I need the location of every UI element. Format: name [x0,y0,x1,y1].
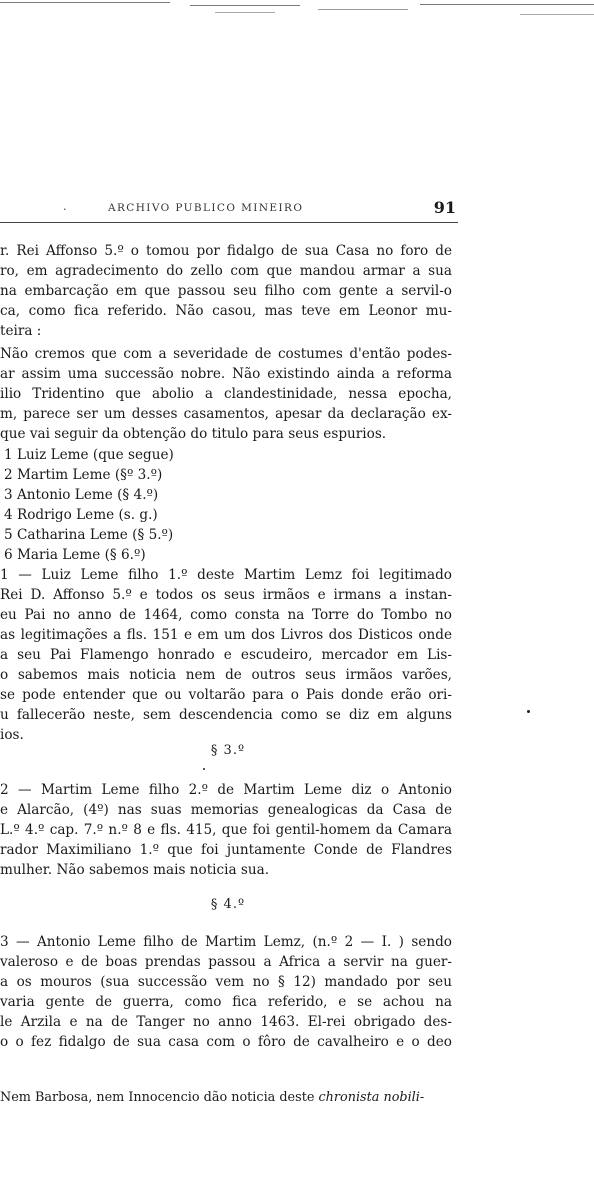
footnote [0,1088,452,1108]
list-item: 2 Martim Leme (§º 3.º) [4,467,163,483]
text-line: que vai seguir da obtenção do titulo para seus espurios. [0,426,387,442]
text-line: ios. [0,727,24,743]
text-line: se pode entender que ou voltarão para o Pais donde erão ori- [0,687,452,703]
text-line: e Alarcão, (4º) nas suas memorias genealogicas da Casa de [0,802,452,818]
list-item: 6 Maria Leme (§ 6.º) [4,547,146,563]
text-line: ar assim uma successão nobre. Não existindo ainda a reforma [0,366,452,382]
scan-edge-marks [0,0,594,20]
section-heading-4: § 4.º [210,897,246,912]
text-line: a os mouros (sua successão vem no § 12) mandado por seu [0,974,452,990]
header-rule [0,222,458,223]
text-line: 3 — Antonio Leme filho de Martim Lemz, (n.º 2 — I. ) sendo [0,934,452,950]
text-line: mulher. Não sabemos mais noticia sua. [0,862,270,878]
text-line: na embarcação em que passou seu filho com gente a servil-o [0,283,452,299]
text-line: m, parece ser um desses casamentos, apesar da declaração ex- [0,406,452,422]
running-header [0,198,456,220]
text-line: varia gente de guerra, como fica referido, e se achou na [0,994,452,1010]
text-line: 1 — Luiz Leme filho 1.º deste Martim Lemz foi legitimado [0,567,452,583]
text-line: Não cremos que com a severidade de costumes d'então podes- [0,346,452,362]
text-line: a seu Pai Flamengo honrado e escudeiro, mercador em Lis- [0,647,452,663]
footnote-text: Nem Barbosa, nem Innocencio dão noticia deste [0,1090,315,1105]
text-line: as legitimações a fls. 151 e em um dos Livros dos Disticos onde [0,627,452,643]
list-item: 1 Luiz Leme (que segue) [4,447,174,463]
text-line: r. Rei Affonso 5.º o tomou por fidalgo de sua Casa no foro de [0,243,452,259]
print-speck [527,710,530,713]
text-line: teira : [0,323,42,339]
text-line: u fallecerão neste, sem descendencia como se diz em alguns [0,707,452,723]
list-item: 3 Antonio Leme (§ 4.º) [4,487,159,503]
text-line: Rei D. Affonso 5.º e todos os seus irmãos e irmans a instan- [0,587,452,603]
footnote-italic: chronista nobili- [318,1090,425,1105]
section-heading-3: § 3.º [210,743,246,758]
list-item: 4 Rodrigo Leme (s. g.) [4,507,158,523]
text-line: rador Maximiliano 1.º que foi juntamente Conde de Flandres [0,842,452,858]
text-line: ca, como fica referido. Não casou, mas teve em Leonor mu- [0,303,452,319]
running-title: ARCHIVO PUBLICO MINEIRO [108,202,304,214]
print-speck [203,768,205,770]
text-line: ilio Tridentino que abolio a clandestinidade, nessa epocha, [0,386,452,402]
list-item: 5 Catharina Leme (§ 5.º) [4,527,174,543]
text-line: L.º 4.º cap. 7.º n.º 8 e fls. 415, que foi gentil-homem da Camara [0,822,452,838]
text-line: eu Pai no anno de 1464, como consta na Torre do Tombo no [0,607,452,623]
text-line: o o fez fidalgo de sua casa com o fôro de cavalheiro e o deo [0,1034,452,1050]
text-line: 2 — Martim Leme filho 2.º de Martim Leme diz o Antonio [0,782,452,798]
page-number: 91 [433,198,456,217]
text-line: o sabemos mais noticia nem de outros seus irmãos varões, [0,667,452,683]
text-line: valeroso e de boas prendas passou a Africa a servir na guer- [0,954,452,970]
text-line: le Arzila e na de Tanger no anno 1463. El-rei obrigado des- [0,1014,452,1030]
header-dot: . [63,200,67,213]
text-line: ro, em agradecimento do zello com que mandou armar a sua [0,263,452,279]
